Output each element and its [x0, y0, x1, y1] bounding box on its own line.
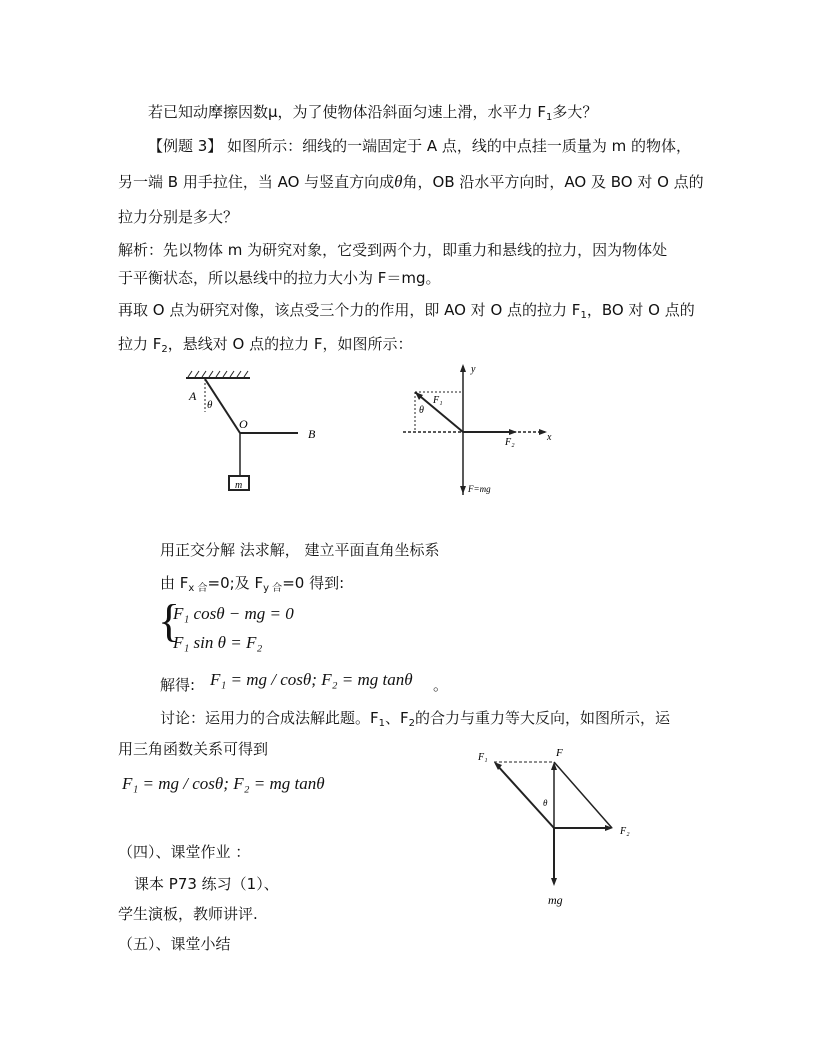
discussion-text-2: 用三角函数关系可得到	[118, 740, 269, 758]
label-F1: F₁	[433, 395, 443, 406]
vector-F2-head	[605, 825, 613, 831]
equation-1: F₁ cosθ − mg = 0	[173, 604, 294, 623]
label-F2: F₂	[505, 437, 515, 448]
solution-text-3a: 再取 O 点为研究对像，该点受三个力的作用，即 AO 对 O 点的拉力 F	[118, 301, 581, 319]
text-line-summary	[118, 934, 231, 954]
label-m: m	[235, 480, 243, 491]
equation-brace: {	[158, 595, 181, 646]
text-line-example-c	[118, 207, 238, 227]
label-y: y	[471, 364, 476, 375]
result-end: 。	[433, 676, 449, 694]
text-friction-question: 若已知动摩擦因数μ，为了使物体沿斜面匀速上滑，水平力 F	[148, 103, 546, 121]
solution-text-1: 解析：先以物体 m 为研究对象，它受到两个力，即重力和悬线的拉力，因为物体处	[118, 241, 668, 259]
vector-F-head	[551, 762, 557, 770]
result-equation: F₁ = mg / cosθ; F₂ = mg tanθ	[210, 670, 413, 689]
label-B: B	[308, 427, 316, 441]
solution-text-4b: ，悬线对 O 点的拉力 F，如图所示：	[167, 335, 413, 353]
subscript-1: 1	[580, 310, 587, 321]
ceiling-hatch	[188, 371, 248, 377]
label-theta: θ	[419, 405, 424, 416]
example-text-c: 拉力分别是多大？	[118, 208, 239, 226]
subscript-2: 2	[408, 718, 416, 729]
discussion-text-1b: 、F	[385, 709, 409, 727]
subscript-1: 1	[545, 112, 553, 123]
figure-coordinate-decomposition	[395, 360, 565, 500]
vector-F1	[496, 764, 554, 828]
figure-force-parallelogram	[474, 744, 644, 909]
y-axis-arrow	[460, 364, 466, 372]
label-x: x	[547, 432, 552, 443]
vector-F-head	[460, 486, 466, 494]
text-line-solution-1	[118, 240, 667, 260]
equation-2: F₁ sin θ = F₂	[173, 633, 263, 652]
homework-item-2: 学生演板，教师讲评.	[118, 905, 258, 923]
subscript-2: 2	[161, 344, 168, 355]
text-line-homework-1	[134, 874, 279, 894]
text-line-friction	[148, 102, 597, 125]
homework-item-1: 课本 P73 练习（1）、	[134, 875, 279, 893]
x-axis-arrow	[539, 429, 547, 435]
solution-text-2: 于平衡状态，所以悬线中的拉力大小为 F＝mg。	[118, 269, 441, 287]
text-line-solution-3	[118, 300, 695, 323]
label-F1: F₁	[478, 752, 488, 763]
example-text-a: 如图所示：细线的一端固定于 A 点，线的中点挂一质量为 m 的物体，	[227, 137, 692, 155]
method-text: 用正交分解 法求解， 建立平面直角坐标系	[160, 541, 440, 559]
discussion-text-1: 讨论：运用力的合成法解此题。F	[160, 709, 379, 727]
text-line-example-b	[118, 172, 704, 192]
example-text-b1: 另一端 B 用手拉住，当 AO 与竖直方向成	[118, 173, 395, 191]
subscript-1: 1	[378, 718, 386, 729]
text-line-homework-title	[118, 842, 250, 862]
summary-title: （五）、课堂小结	[118, 935, 231, 953]
result-label: 解得:	[160, 676, 196, 694]
text-line-homework-2	[118, 904, 258, 924]
figure-hanging-mass	[180, 366, 330, 496]
text-line-example-a	[148, 136, 691, 156]
label-F2: F₂	[620, 826, 630, 837]
vector-F2-head	[509, 429, 517, 435]
condition-text-a: 由 F	[160, 574, 189, 592]
text-line-condition	[160, 573, 344, 596]
example-text-b2: 角，OB 沿水平方向时，AO 及 BO 对 O 点的	[402, 173, 704, 191]
condition-text-b: =0;及 F	[207, 574, 264, 592]
label-A: A	[189, 389, 197, 403]
subscript-x-sum: x 合	[188, 583, 208, 594]
example-label: 【例题 3】	[148, 137, 223, 155]
subscript-y-sum: y 合	[263, 583, 283, 594]
solution-text-3b: ，BO 对 O 点的	[586, 301, 695, 319]
condition-text-c: =0 得到:	[282, 574, 345, 592]
label-F: F	[556, 747, 563, 759]
homework-title: （四）、课堂作业 ：	[118, 843, 251, 861]
vector-mg-head	[551, 878, 557, 886]
label-theta: θ	[543, 798, 548, 808]
text-line-solution-2	[118, 268, 441, 288]
text-line-discussion-2	[118, 739, 268, 759]
text-line-solution-4	[118, 334, 413, 357]
label-F-mg: F=mg	[468, 484, 491, 494]
discussion-text-1c: 的合力与重力等大反向，如图所示，运	[415, 709, 671, 727]
discussion-equation: F₁ = mg / cosθ; F₂ = mg tanθ	[122, 774, 325, 793]
text-friction-end: 多大？	[552, 103, 598, 121]
solution-text-4a: 拉力 F	[118, 335, 162, 353]
text-line-method	[160, 540, 440, 560]
text-line-result	[160, 675, 195, 695]
parallelogram-right	[554, 762, 612, 828]
label-O: O	[239, 417, 248, 431]
theta-symbol: θ	[394, 172, 403, 191]
label-mg: mg	[548, 893, 563, 907]
label-theta: θ	[207, 399, 213, 411]
text-line-discussion-1	[160, 708, 670, 731]
